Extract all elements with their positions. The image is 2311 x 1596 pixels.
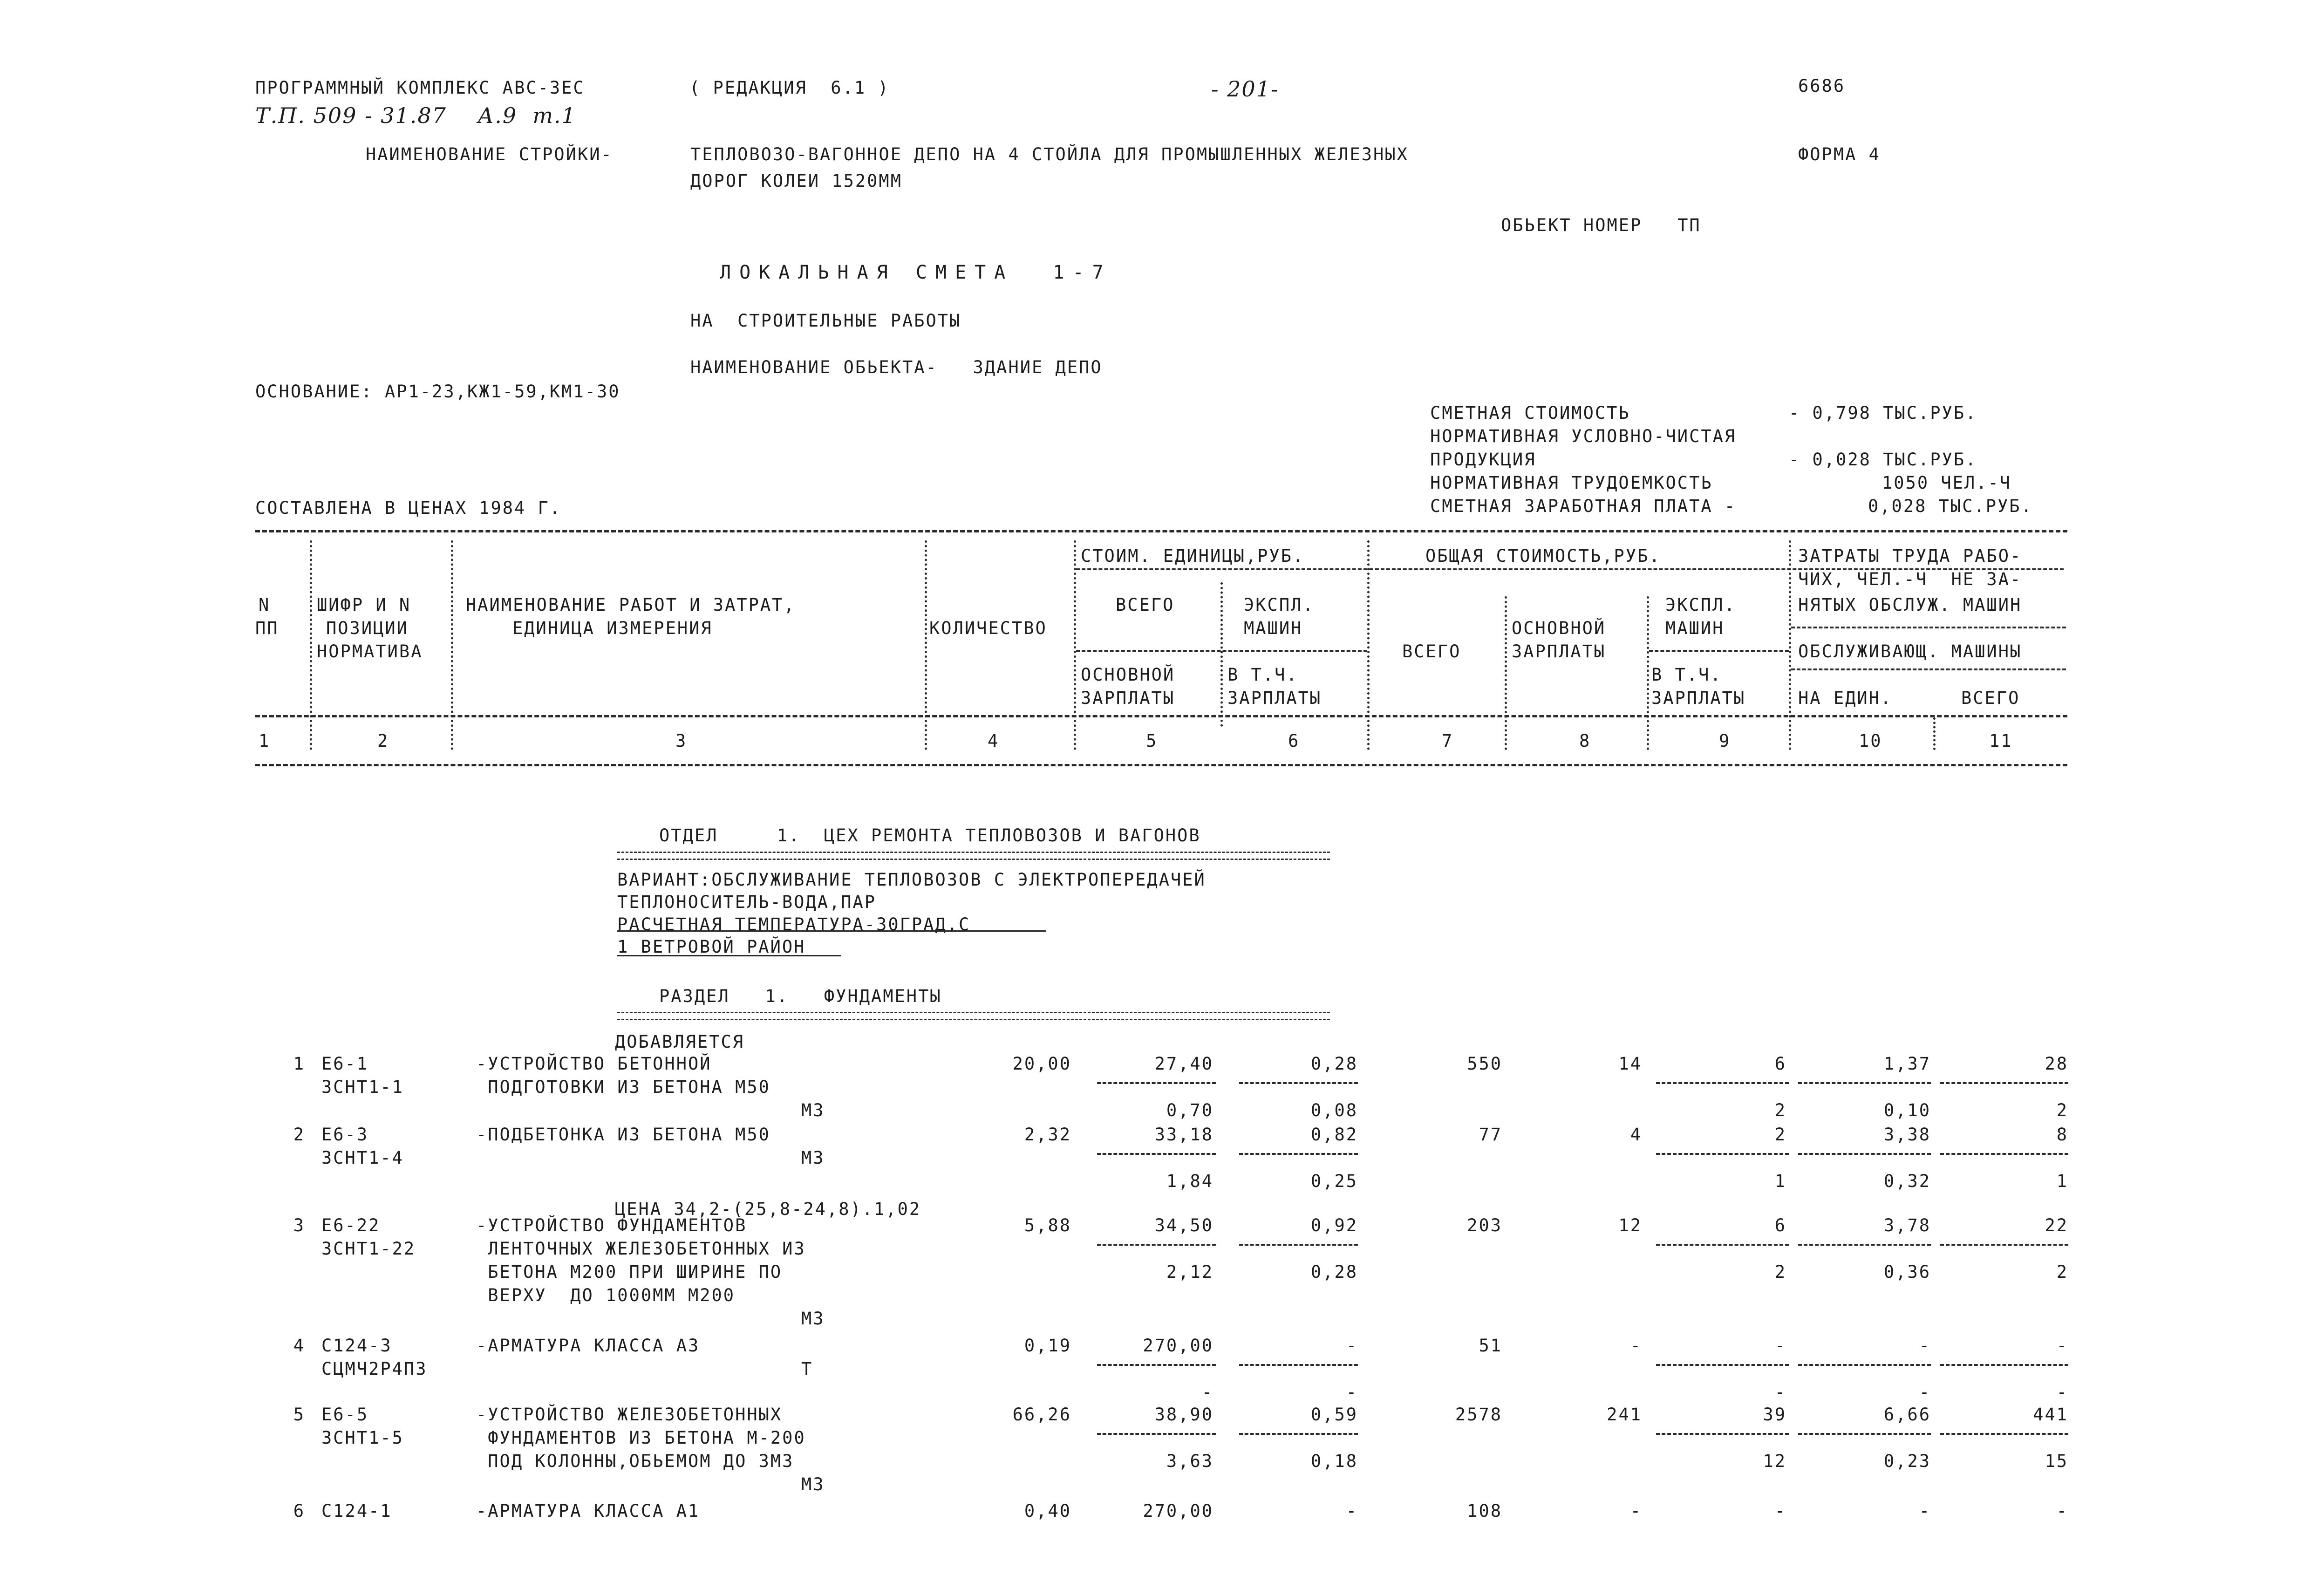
col-number: 8 <box>1579 731 1591 751</box>
col-sep-9 <box>1647 596 1649 750</box>
col-labor-total: ВСЕГО <box>1961 688 2020 708</box>
row-subrule <box>1940 1364 2068 1366</box>
row-unit-cost-machines: 0,82 <box>1310 1125 1358 1145</box>
row-number: 1 <box>293 1054 305 1074</box>
col-labor-line2: ЧИХ, ЧЕЛ.-Ч НЕ ЗА- <box>1798 569 2022 589</box>
row-subrule <box>1239 1244 1358 1246</box>
col-name-line2: ЕДИНИЦА ИЗМЕРЕНИЯ <box>512 618 713 638</box>
row-unit: М3 <box>801 1309 825 1329</box>
row-total: 51 <box>1479 1336 1502 1356</box>
row-labor-mach-per-unit: 0,36 <box>1883 1262 1931 1282</box>
col-number: 7 <box>1442 731 1454 751</box>
col-total-cost: ОБЩАЯ СТОИМОСТЬ,РУБ. <box>1425 546 1661 566</box>
row-total: 550 <box>1467 1054 1502 1074</box>
row-labor-mach-per-unit: 0,10 <box>1883 1100 1931 1120</box>
col-tc-wage-line1: ОСНОВНОЙ <box>1512 618 1606 638</box>
row-name-line: ПОД КОЛОННЫ,ОБЬЕМОМ ДО 3М3 <box>476 1451 794 1471</box>
row-subrule <box>1097 1433 1216 1435</box>
wind-underline <box>617 955 841 956</box>
row-name-line: -АРМАТУРА КЛАССА А1 <box>476 1501 700 1521</box>
construction-label: НАИМЕНОВАНИЕ СТРОЙКИ- <box>366 144 613 164</box>
row-labor-mach-total: 2 <box>2056 1262 2068 1282</box>
row-unit-cost-total: 38,90 <box>1154 1405 1213 1425</box>
row-subrule <box>1239 1082 1358 1084</box>
col-number: 9 <box>1719 731 1731 751</box>
row-unit-cost-machines: 0,28 <box>1310 1054 1358 1074</box>
department-double-rule <box>617 852 1330 860</box>
row-subrule <box>1239 1433 1358 1435</box>
row-total-machines: 2 <box>1774 1125 1786 1145</box>
col-labor-line1: ЗАТРАТЫ ТРУДА РАБО- <box>1798 546 2022 566</box>
row-labor-mach-per-unit: - <box>1919 1382 1931 1402</box>
row-unit-cost-machines: - <box>1346 1336 1358 1356</box>
row-total-mach-wage: - <box>1774 1382 1786 1402</box>
design-temperature-line: РАСЧЕТНАЯ ТЕМПЕРАТУРА-30ГРАД.С <box>617 914 971 934</box>
row-code-secondary: ЗСНТ1-4 <box>321 1148 404 1168</box>
row-labor-total: - <box>2056 1336 2068 1356</box>
added-note: ДОБАВЛЯЕТСЯ <box>615 1032 745 1052</box>
col-uc-wage-line2: ЗАРПЛАТЫ <box>1081 688 1175 708</box>
row-unit-cost-machines: - <box>1346 1501 1358 1521</box>
row-subrule <box>1798 1364 1931 1366</box>
col-number: 6 <box>1288 731 1300 751</box>
col-sep-3 <box>925 540 927 750</box>
row-name-line: -УСТРОЙСТВО ЖЕЛЕЗОБЕТОННЫХ <box>476 1405 783 1425</box>
row-labor-mach-total: 2 <box>2056 1100 2068 1120</box>
row-name-line: -ПОДБЕТОНКА ИЗ БЕТОНА М50 <box>476 1125 770 1145</box>
row-subrule <box>1940 1244 2068 1246</box>
row-labor-per-unit: 6,66 <box>1883 1405 1931 1425</box>
row-unit-cost-total: 33,18 <box>1154 1125 1213 1145</box>
row-subrule <box>1940 1433 2068 1435</box>
row-code: Е6-1 <box>321 1054 369 1074</box>
row-labor-total: 22 <box>2045 1215 2068 1235</box>
row-total-wage: 14 <box>1618 1054 1642 1074</box>
program-name: ПРОГРАММНЫЙ КОМПЛЕКС АВС-ЗЕС <box>255 78 585 98</box>
row-unit: М3 <box>801 1100 825 1120</box>
col-tc-mach-line1: ЭКСПЛ. <box>1665 595 1736 615</box>
row-unit: М3 <box>801 1148 825 1168</box>
row-unit-mach-wage: - <box>1346 1382 1358 1402</box>
col-sep-10 <box>1933 717 1936 750</box>
row-quantity: 5,88 <box>1024 1215 1071 1235</box>
col-sep-2 <box>451 540 453 750</box>
row-total-mach-wage: 12 <box>1763 1451 1786 1471</box>
price-note: ЦЕНА 34,2-(25,8-24,8).1,02 <box>615 1199 921 1219</box>
row-total: 2578 <box>1455 1405 1502 1425</box>
row-subrule <box>1940 1082 2068 1084</box>
section-double-rule <box>617 1012 1330 1020</box>
table-top-rule <box>255 530 2067 532</box>
col-sep-7 <box>1220 582 1223 727</box>
row-subrule <box>1239 1364 1358 1366</box>
col-tc-incl-line1: В Т.Ч. <box>1651 665 1722 685</box>
row-labor-per-unit: 3,38 <box>1883 1125 1931 1145</box>
row-unit-mach-wage: 0,08 <box>1310 1100 1358 1120</box>
row-name-line: ПОДГОТОВКИ ИЗ БЕТОНА М50 <box>476 1077 770 1097</box>
row-unit-wage: - <box>1201 1382 1213 1402</box>
row-subrule <box>1656 1433 1789 1435</box>
col-n-line1: N <box>259 595 271 615</box>
row-number: 6 <box>293 1501 305 1521</box>
row-subrule <box>1656 1244 1789 1246</box>
row-total: 203 <box>1467 1215 1502 1235</box>
row-subrule <box>1798 1433 1931 1435</box>
row-total-wage: 4 <box>1630 1125 1642 1145</box>
col-number: 3 <box>675 731 688 751</box>
row-number: 4 <box>293 1336 305 1356</box>
col-tc-mach-line2: МАШИН <box>1665 618 1725 638</box>
row-unit-wage: 3,63 <box>1166 1451 1213 1471</box>
row-total-wage: - <box>1630 1336 1642 1356</box>
col-labor-per-unit: НА ЕДИН. <box>1798 688 1893 708</box>
row-code: С124-3 <box>321 1336 392 1356</box>
col-name-line1: НАИМЕНОВАНИЕ РАБОТ И ЗАТРАТ, <box>466 595 796 615</box>
table-header-rule <box>255 715 2067 717</box>
summary-net-value: - 0,028 ТЫС.РУБ. <box>1789 450 1977 470</box>
row-unit-cost-total: 27,40 <box>1154 1054 1213 1074</box>
summary-net-label-2: ПРОДУКЦИЯ <box>1430 450 1536 470</box>
col-uc-wage-line1: ОСНОВНОЙ <box>1081 665 1175 685</box>
row-quantity: 66,26 <box>1012 1405 1071 1425</box>
department-heading: ОТДЕЛ 1. ЦЕХ РЕМОНТА ТЕПЛОВОЗОВ И ВАГОНОВ <box>659 825 1201 846</box>
unit-cost-rule-2 <box>1076 650 1367 652</box>
summary-net-label-1: НОРМАТИВНАЯ УСЛОВНО-ЧИСТАЯ <box>1430 426 1737 446</box>
row-quantity: 2,32 <box>1024 1125 1071 1145</box>
row-code-secondary: СЦМЧ2Р4П3 <box>321 1359 428 1379</box>
row-unit-cost-total: 34,50 <box>1154 1215 1213 1235</box>
variant-underline <box>617 930 1046 932</box>
row-labor-per-unit: - <box>1919 1501 1931 1521</box>
row-quantity: 0,40 <box>1024 1501 1071 1521</box>
summary-labor-value: 1050 ЧЕЛ.-Ч <box>1882 473 2012 493</box>
row-code: Е6-5 <box>321 1405 369 1425</box>
labor-rule-2 <box>1791 668 2066 670</box>
col-unit-cost: СТОИМ. ЕДИНИЦЫ,РУБ. <box>1081 546 1305 566</box>
basis: ОСНОВАНИЕ: АР1-23,КЖ1-59,КМ1-30 <box>255 382 620 402</box>
row-code-secondary: ЗСНТ1-5 <box>321 1428 404 1448</box>
heat-carrier-line: ТЕПЛОНОСИТЕЛЬ-ВОДА,ПАР <box>617 892 877 912</box>
row-total-wage: - <box>1630 1501 1642 1521</box>
unit-cost-rule-1 <box>1076 568 1367 570</box>
row-total-wage: 241 <box>1607 1405 1642 1425</box>
row-subrule <box>1798 1244 1931 1246</box>
row-unit-cost-total: 270,00 <box>1143 1501 1213 1521</box>
row-unit-cost-machines: 0,92 <box>1310 1215 1358 1235</box>
row-total-wage: 12 <box>1618 1215 1642 1235</box>
row-subrule <box>1097 1082 1216 1084</box>
row-labor-mach-total: 15 <box>2045 1451 2068 1471</box>
row-unit: Т <box>801 1359 813 1379</box>
row-code-secondary: ЗСНТ1-1 <box>321 1077 404 1097</box>
document-number: 6686 <box>1798 76 1846 96</box>
row-unit-wage: 2,12 <box>1166 1262 1213 1282</box>
row-labor-mach-per-unit: 0,23 <box>1883 1451 1931 1471</box>
col-sep-5 <box>1367 540 1370 750</box>
row-labor-mach-total: 1 <box>2056 1171 2068 1191</box>
edition: ( РЕДАКЦИЯ 6.1 ) <box>689 78 890 98</box>
row-subrule <box>1097 1153 1216 1155</box>
col-code-line1: ШИФР И N <box>317 595 411 615</box>
row-unit-wage: 1,84 <box>1166 1171 1213 1191</box>
column-numbers-rule <box>255 764 2067 766</box>
row-quantity: 20,00 <box>1012 1054 1071 1074</box>
row-total-machines: 6 <box>1774 1215 1786 1235</box>
col-code-line2: ПОЗИЦИИ <box>326 618 409 638</box>
row-subrule <box>1798 1153 1931 1155</box>
row-code: Е6-22 <box>321 1215 381 1235</box>
row-quantity: 0,19 <box>1024 1336 1071 1356</box>
col-uc-total: ВСЕГО <box>1116 595 1175 615</box>
variant-line: ВАРИАНТ:ОБСЛУЖИВАНИЕ ТЕПЛОВОЗОВ С ЭЛЕКТРОПЕРЕДАЧЕЙ <box>617 870 1206 890</box>
row-name-line: ВЕРХУ ДО 1000ММ М200 <box>476 1285 736 1305</box>
col-qty: КОЛИЧЕСТВО <box>929 618 1047 638</box>
object-number: ОБЬЕКТ НОМЕР ТП <box>1501 215 1701 235</box>
row-unit: М3 <box>801 1474 825 1494</box>
row-name-line: ФУНДАМЕНТОВ ИЗ БЕТОНА М-200 <box>476 1428 806 1448</box>
total-mach-rule <box>1649 650 1789 652</box>
row-name-line: -АРМАТУРА КЛАССА А3 <box>476 1336 700 1356</box>
labor-rule-1 <box>1791 627 2066 628</box>
col-n-line2: ПП <box>255 618 279 638</box>
col-uc-incl-line1: В Т.Ч. <box>1227 665 1298 685</box>
col-code-line3: НОРМАТИВА <box>317 641 423 662</box>
row-total-machines: - <box>1774 1336 1786 1356</box>
col-sep-6 <box>1789 540 1791 750</box>
row-labor-total: 441 <box>2033 1405 2068 1425</box>
row-labor-per-unit: - <box>1919 1336 1931 1356</box>
col-tc-total: ВСЕГО <box>1402 641 1461 662</box>
row-unit-cost-total: 270,00 <box>1143 1336 1213 1356</box>
row-name-line: БЕТОНА М200 ПРИ ШИРИНЕ ПО <box>476 1262 783 1282</box>
col-labor-line3: НЯТЫХ ОБСЛУЖ. МАШИН <box>1798 595 2022 615</box>
row-total: 108 <box>1467 1501 1502 1521</box>
row-subrule <box>1239 1153 1358 1155</box>
form-label: ФОРМА 4 <box>1798 144 1881 164</box>
col-number: 2 <box>377 731 389 751</box>
summary-wage-value: 0,028 ТЫС.РУБ. <box>1868 496 2033 516</box>
row-unit-cost-machines: 0,59 <box>1310 1405 1358 1425</box>
row-name-line: -УСТРОЙСТВО ФУНДАМЕНТОВ <box>476 1215 747 1235</box>
col-tc-wage-line2: ЗАРПЛАТЫ <box>1512 641 1606 662</box>
row-labor-total: - <box>2056 1501 2068 1521</box>
col-sep-8 <box>1505 596 1507 750</box>
col-uc-mach-line1: ЭКСПЛ. <box>1244 595 1315 615</box>
construction-name-line2: ДОРОГ КОЛЕИ 1520ММ <box>690 171 902 191</box>
summary-cost-value: - 0,798 ТЫС.РУБ. <box>1789 403 1977 423</box>
col-number: 1 <box>259 731 271 751</box>
row-labor-mach-total: - <box>2056 1382 2068 1402</box>
row-unit-mach-wage: 0,18 <box>1310 1451 1358 1471</box>
row-total-mach-wage: 2 <box>1774 1262 1786 1282</box>
row-total-mach-wage: 1 <box>1774 1171 1786 1191</box>
row-subrule <box>1798 1082 1931 1084</box>
row-unit-mach-wage: 0,28 <box>1310 1262 1358 1282</box>
summary-wage-label: СМЕТНАЯ ЗАРАБОТНАЯ ПЛАТА - <box>1430 496 1737 516</box>
row-subrule <box>1656 1082 1789 1084</box>
row-total-machines: - <box>1774 1501 1786 1521</box>
object-name: НАИМЕНОВАНИЕ ОБЬЕКТА- ЗДАНИЕ ДЕПО <box>690 357 1103 377</box>
row-subrule <box>1940 1153 2068 1155</box>
row-labor-mach-per-unit: 0,32 <box>1883 1171 1931 1191</box>
row-total-machines: 6 <box>1774 1054 1786 1074</box>
row-total: 77 <box>1479 1125 1502 1145</box>
row-number: 3 <box>293 1215 305 1235</box>
estimate-title: ЛОКАЛЬНАЯ СМЕТА 1-7 <box>720 262 1112 283</box>
row-subrule <box>1656 1153 1789 1155</box>
row-labor-total: 8 <box>2056 1125 2068 1145</box>
row-total-mach-wage: 2 <box>1774 1100 1786 1120</box>
row-subrule <box>1656 1364 1789 1366</box>
handwritten-reference: Т.П. 509 - 31.87 А.9 т.1 <box>255 103 576 128</box>
col-sep-4 <box>1074 540 1076 750</box>
row-subrule <box>1097 1244 1216 1246</box>
row-unit-wage: 0,70 <box>1166 1100 1213 1120</box>
row-labor-total: 28 <box>2045 1054 2068 1074</box>
row-code: С124-1 <box>321 1501 392 1521</box>
construction-name-line1: ТЕПЛОВОЗО-ВАГОННОЕ ДЕПО НА 4 СТОЙЛА ДЛЯ ПРОМЫШЛЕННЫХ ЖЕЛЕЗНЫХ <box>690 144 1409 164</box>
row-number: 5 <box>293 1405 305 1425</box>
col-number: 10 <box>1859 731 1882 751</box>
col-tc-incl-line2: ЗАРПЛАТЫ <box>1651 688 1746 708</box>
summary-labor-label: НОРМАТИВНАЯ ТРУДОЕМКОСТЬ <box>1430 473 1713 493</box>
row-number: 2 <box>293 1125 305 1145</box>
col-uc-incl-line2: ЗАРПЛАТЫ <box>1227 688 1322 708</box>
row-code-secondary: ЗСНТ1-22 <box>321 1239 416 1259</box>
col-sep-1 <box>310 540 312 750</box>
row-name-line: -УСТРОЙСТВО БЕТОННОЙ <box>476 1054 712 1074</box>
col-number: 4 <box>988 731 1000 751</box>
prices-basis: СОСТАВЛЕНА В ЦЕНАХ 1984 Г. <box>255 498 562 518</box>
wind-region-line: 1 ВЕТРОВОЙ РАЙОН <box>617 937 806 957</box>
estimate-subtitle: НА СТРОИТЕЛЬНЫЕ РАБОТЫ <box>690 311 961 331</box>
col-number: 5 <box>1146 731 1158 751</box>
row-name-line: ЛЕНТОЧНЫХ ЖЕЛЕЗОБЕТОННЫХ ИЗ <box>476 1239 806 1259</box>
summary-cost-label: СМЕТНАЯ СТОИМОСТЬ <box>1430 403 1630 423</box>
row-code: Е6-3 <box>321 1125 369 1145</box>
col-number: 11 <box>1989 731 2013 751</box>
section-heading: РАЗДЕЛ 1. ФУНДАМЕНТЫ <box>659 986 942 1006</box>
row-labor-per-unit: 3,78 <box>1883 1215 1931 1235</box>
row-total-machines: 39 <box>1763 1405 1786 1425</box>
col-uc-mach-line2: МАШИН <box>1244 618 1303 638</box>
col-labor-line4: ОБСЛУЖИВАЮЩ. МАШИНЫ <box>1798 641 2022 662</box>
row-labor-per-unit: 1,37 <box>1883 1054 1931 1074</box>
page-number: - 201- <box>1211 76 1279 102</box>
row-unit-mach-wage: 0,25 <box>1310 1171 1358 1191</box>
row-subrule <box>1097 1364 1216 1366</box>
